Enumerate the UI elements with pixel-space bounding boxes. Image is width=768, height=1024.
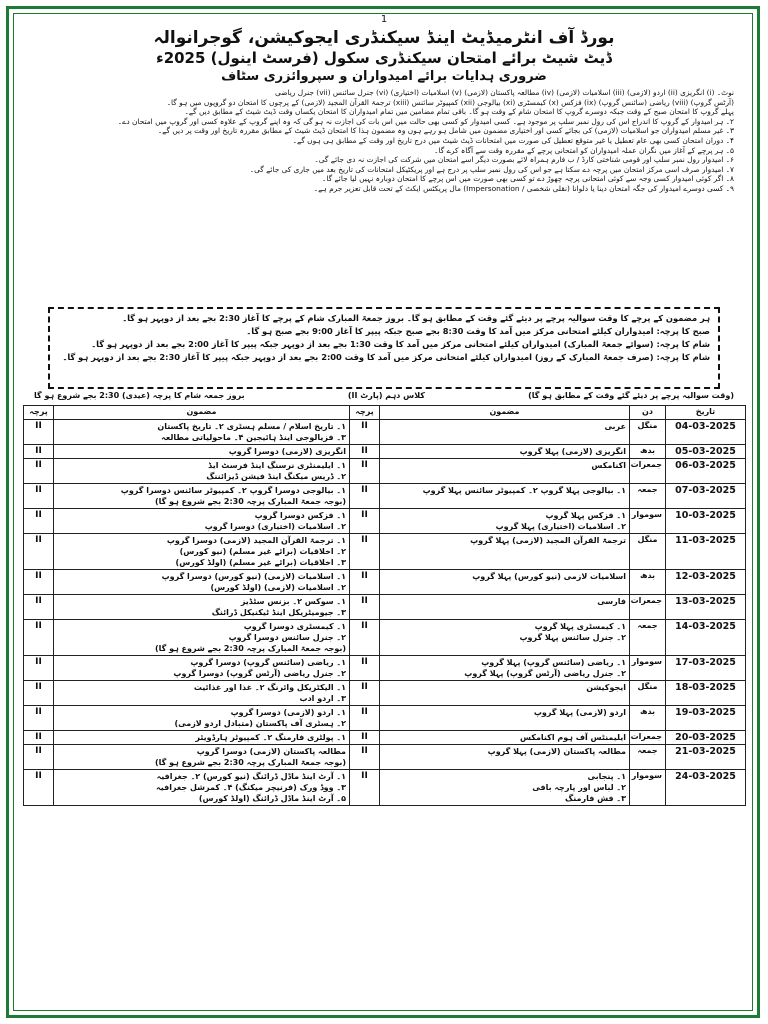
subject-line: ۱۔ کیمسٹری دوسرا گروپ — [243, 622, 346, 631]
table-row — [24, 595, 746, 620]
subject-line: ۱۔ ترجمۃ القرآن المجید (لازمی) دوسرا گروپ — [166, 536, 346, 545]
subject-line: ۵۔ آرٹ اینڈ ماڈل ڈرائنگ (اولڈ کورس) — [198, 794, 346, 803]
note-line: ۴۔ دوران امتحان کسی بھی عام تعطیل یا غیر متوقع تعطیل کی صورت میں امتحانات ڈیٹ شیٹ میں درج تاریخ اور وقت کے مطابق ہی ہوں گے۔ — [292, 135, 734, 145]
timing-box — [48, 307, 720, 389]
evening-subject — [54, 745, 350, 770]
subject-line: ۱۔ الیکٹریکل وائرنگ ۲۔ غذا اور غذائیت — [193, 683, 346, 692]
subject-line: ۳۔ جیومیٹریکل اینڈ ٹیکنیکل ڈرائنگ — [211, 608, 346, 617]
exam-date: 04-03-2025 — [666, 420, 746, 445]
subject-line: ۲۔ لباس اور پارچہ بافی — [532, 783, 626, 792]
morning-subject — [380, 745, 630, 770]
subject-line: ۱۔ اردو (لازمی) دوسرا گروپ — [230, 708, 346, 717]
subject-line: عربی — [604, 422, 626, 431]
timing-line: شام کا پرچہ: (صرف جمعۃ المبارک کے روز) امیدواران کیلئے امتحانی مرکز میں آمد کا وقت 2:00 بجے بعد از دوپہر جبکہ پیپر کا آغاز 2:30 بجے بعد از دوپہر ہو گا۔ — [62, 352, 710, 362]
evening-paper: II — [24, 770, 54, 806]
exam-date: 12-03-2025 — [666, 570, 746, 595]
morning-paper: II — [350, 509, 380, 534]
evening-subject — [54, 509, 350, 534]
note-line: ۳۔ غیر مسلم امیدواران جو اسلامیات (لازمی) کی بجائے کسی اور اختیاری مضمون میں شامل ہو رہے ہوں وہ مضمون ہذا کا امتحان ڈیٹ شیٹ کے مطابق مقررہ تاریخ اور وقت پر دیں گے۔ — [157, 126, 734, 136]
table-row — [24, 620, 746, 656]
page-number: 1 — [380, 14, 388, 25]
evening-paper: II — [24, 620, 54, 656]
header-evening-subject: مضمون — [54, 406, 350, 420]
instructions-heading: ضروری ہدایات برائے امیدواران و سپروائزری سٹاف — [221, 69, 547, 84]
morning-subject — [380, 681, 630, 706]
evening-paper: II — [24, 745, 54, 770]
subject-line: ۱۔ ایلیمنٹری نرسنگ اینڈ فرسٹ ایڈ — [208, 461, 346, 470]
morning-subject — [380, 706, 630, 731]
exam-day: منگل — [630, 681, 666, 706]
evening-subject — [54, 706, 350, 731]
subject-line: ۱۔ ریاضی (سائنس گروپ) پہلا گروپ — [481, 658, 626, 667]
evening-paper: II — [24, 570, 54, 595]
exam-date: 18-03-2025 — [666, 681, 746, 706]
morning-paper: II — [350, 706, 380, 731]
morning-paper: II — [350, 445, 380, 459]
evening-subject — [54, 459, 350, 484]
subheader-time-note: (وقت سوالیہ پرچے پر دیئے گئے وقت کے مطابق ہو گا) — [528, 391, 734, 400]
subject-line: ۲۔ جنرل ریاضی (آرٹس گروپ) دوسرا گروپ — [173, 669, 346, 678]
exam-day: سوموار — [630, 770, 666, 806]
table-row — [24, 706, 746, 731]
evening-paper: II — [24, 681, 54, 706]
evening-subject — [54, 445, 350, 459]
evening-subject — [54, 420, 350, 445]
morning-paper: II — [350, 681, 380, 706]
morning-paper: II — [350, 620, 380, 656]
note-line: (آرٹس گروپ) (viii) ریاضی (سائنس گروپ) (ix) فزکس (x) کیمسٹری (xi) بیالوجی (xii) کمپیوٹر سائنس (xiii) ترجمۃ القرآن المجید (لازمی) کے پرچوں کا امتحان دو گروپوں میں ہو گا۔ — [166, 97, 734, 107]
subject-line: ۱۔ ریاضی (سائنس گروپ) دوسرا گروپ — [190, 658, 346, 667]
table-row — [24, 656, 746, 681]
subject-line: ۱۔ پنجابی — [587, 772, 626, 781]
note-line: ۲۔ ہر امیدوار کے گروپ کا اندراج اس کی رول نمبر سلپ پر موجود ہے۔ کسی امیدوار کو کسی بھی حالت میں اس بات کی اجازت نہ ہو گی کہ وہ اپنے گروپ کے علاوہ کسی اور گروپ میں امتحان دے۔ — [117, 116, 734, 126]
subject-line: اکنامکس — [591, 461, 626, 470]
evening-paper: II — [24, 420, 54, 445]
exam-day: سوموار — [630, 656, 666, 681]
morning-paper: II — [350, 745, 380, 770]
evening-paper: II — [24, 731, 54, 745]
subject-line: (بوجہ جمعۃ المبارک پرچہ 2:30 بجے شروع ہو گا) — [154, 758, 346, 767]
morning-subject — [380, 459, 630, 484]
morning-paper: II — [350, 731, 380, 745]
exam-date: 19-03-2025 — [666, 706, 746, 731]
table-row — [24, 745, 746, 770]
exam-day: بدھ — [630, 706, 666, 731]
table-header-row — [24, 406, 746, 420]
evening-paper: II — [24, 459, 54, 484]
exam-day: بدھ — [630, 570, 666, 595]
subject-line: انگریزی (لازمی) پہلا گروپ — [519, 447, 626, 456]
header-evening-paper: پرچہ — [24, 406, 54, 420]
evening-paper: II — [24, 706, 54, 731]
evening-paper: II — [24, 656, 54, 681]
morning-paper: II — [350, 459, 380, 484]
subject-line: (بوجہ جمعۃ المبارک پرچہ 2:30 بجے شروع ہو گا) — [154, 497, 346, 506]
subject-line: ایلیمنٹس آف ہوم اکنامکس — [519, 733, 626, 742]
subject-line: ۱۔ سوکس ۲۔ بزنس سٹڈیز — [240, 597, 346, 606]
note-line: ۵۔ ہر پرچے کے آغاز میں نگران عملہ امیدواران کو امتحانی پرچے کے مقررہ وقت سے آگاہ کرے گا۔ — [434, 145, 734, 155]
evening-subject — [54, 534, 350, 570]
timing-line: صبح کا پرچہ: امیدواران کیلئے امتحانی مرکز میں آمد کا وقت 8:30 بجے صبح جبکہ پیپر کا آغاز 9:00 بجے صبح ہو گا۔ — [246, 326, 710, 336]
exam-day: بدھ — [630, 445, 666, 459]
evening-subject — [54, 484, 350, 509]
exam-date: 14-03-2025 — [666, 620, 746, 656]
exam-date: 20-03-2025 — [666, 731, 746, 745]
subject-line: اردو (لازمی) پہلا گروپ — [533, 708, 626, 717]
exam-date: 24-03-2025 — [666, 770, 746, 806]
subject-line: ۲۔ اسلامیات (اختیاری) پہلا گروپ — [495, 522, 626, 531]
morning-paper: II — [350, 656, 380, 681]
schedule-subheader — [14, 389, 754, 405]
morning-subject — [380, 534, 630, 570]
exam-day: جمعرات — [630, 731, 666, 745]
schedule-table — [23, 405, 746, 806]
date-sheet-title: ڈیٹ شیٹ برائے امتحان سیکنڈری سکول (فرسٹ اینول) 2025ء — [156, 49, 612, 67]
exam-date: 05-03-2025 — [666, 445, 746, 459]
note-line: نوٹ۔ (i) انگریزی (ii) اردو (لازمی) (iii) اسلامیات (لازمی) (iv) مطالعہ پاکستان (لازمی) (v) اسلامیات (اختیاری) (vi) جنرل سائنس (vii) جنرل ریاضی — [275, 88, 734, 97]
evening-paper: II — [24, 445, 54, 459]
subject-line: ۳۔ ووڈ ورک (فرنیچر میکنگ) ۴۔ کمرشل جغرافیہ — [156, 783, 346, 792]
morning-subject — [380, 620, 630, 656]
exam-day: سوموار — [630, 509, 666, 534]
note-line: ۹۔ کسی دوسرے امیدوار کی جگہ امتحان دینا یا دلوانا (نقلی شخصی / Impersonation) مال پریکٹس ایکٹ کے تحت قابل تعزیر جرم ہے۔ — [313, 183, 734, 193]
evening-subject — [54, 681, 350, 706]
table-row — [24, 445, 746, 459]
evening-paper: II — [24, 509, 54, 534]
subject-line: ۲۔ ہسٹری آف پاکستان (متبادل اردو لازمی) — [174, 719, 346, 728]
evening-subject — [54, 770, 350, 806]
subject-line: ایجوکیشن — [586, 683, 626, 692]
subject-line: ۲۔ جنرل سائنس دوسرا گروپ — [228, 633, 346, 642]
subject-line: ۳۔ اردو ادب — [299, 694, 346, 703]
exam-day: جمعہ — [630, 745, 666, 770]
exam-day: منگل — [630, 420, 666, 445]
subject-line: ۳۔ اخلاقیات (برائے غیر مسلم) (اولڈ کورس) — [175, 558, 346, 567]
subject-line: ۱۔ اسلامیات (لازمی) (نیو کورس) دوسرا گروپ — [161, 572, 346, 581]
subject-line: ۲۔ جنرل ریاضی (آرٹس گروپ) پہلا گروپ — [464, 669, 626, 678]
morning-subject — [380, 731, 630, 745]
morning-subject — [380, 420, 630, 445]
evening-subject — [54, 620, 350, 656]
morning-paper: II — [350, 570, 380, 595]
subject-line: ۱۔ آرٹ اینڈ ماڈل ڈرائنگ (نیو کورس) ۲۔ جغرافیہ — [156, 772, 346, 781]
morning-subject — [380, 445, 630, 459]
note-line: ۶۔ امیدوار رول نمبر سلپ اور قومی شناختی کارڈ / ب فارم ہمراہ لائے بصورت دیگر اسے امتحان میں شرکت کی اجازت نہ دی جائے گی۔ — [314, 155, 734, 165]
board-title: بورڈ آف انٹرمیڈیٹ اینڈ سیکنڈری ایجوکیشن، گوجرانوالہ — [153, 28, 615, 48]
header-morning-paper: پرچہ — [350, 406, 380, 420]
header-morning-subject: مضمون — [380, 406, 630, 420]
morning-paper: II — [350, 484, 380, 509]
exam-date: 11-03-2025 — [666, 534, 746, 570]
table-row — [24, 420, 746, 445]
evening-subject — [54, 731, 350, 745]
exam-day: جمعرات — [630, 459, 666, 484]
subject-line: ۲۔ جنرل سائنس پہلا گروپ — [519, 633, 626, 642]
exam-day: جمعہ — [630, 484, 666, 509]
table-row — [24, 731, 746, 745]
exam-day: جمعرات — [630, 595, 666, 620]
morning-paper: II — [350, 595, 380, 620]
note-line: ۷۔ امیدوار صرف اسی مرکز امتحان میں پرچہ دے سکتا ہے جو اس کی رول نمبر سلپ پر درج ہے اور پریکٹیکل امتحانات کی تاریخ بعد میں جاری کی جائے گی۔ — [249, 164, 734, 174]
subject-line: ۱۔ بیالوجی پہلا گروپ ۲۔ کمپیوٹر سائنس پہلا گروپ — [422, 486, 626, 495]
document — [14, 14, 754, 1010]
subject-line: ۲۔ اخلاقیات (برائے غیر مسلم) (نیو کورس) — [179, 547, 346, 556]
header-day: دن — [630, 406, 666, 420]
subheader-class: کلاس دہم (پارٹ II) — [347, 391, 425, 400]
evening-paper: II — [24, 484, 54, 509]
header-date: تاریخ — [666, 406, 746, 420]
subject-line: (بوجہ جمعۃ المبارک پرچہ 2:30 بجے شروع ہو گا) — [154, 644, 346, 653]
subject-line: ۳۔ فزیالوجی اینڈ ہائیجین ۴۔ ماحولیاتی مطالعہ — [161, 433, 346, 442]
subject-line: ۲۔ اسلامیات (اختیاری) دوسرا گروپ — [204, 522, 346, 531]
morning-paper: II — [350, 420, 380, 445]
evening-subject — [54, 570, 350, 595]
exam-date: 06-03-2025 — [666, 459, 746, 484]
exam-date: 13-03-2025 — [666, 595, 746, 620]
subject-line: ۱۔ بیالوجی دوسرا گروپ ۲۔ کمپیوٹر سائنس دوسرا گروپ — [120, 486, 346, 495]
exam-date: 07-03-2025 — [666, 484, 746, 509]
morning-paper: II — [350, 770, 380, 806]
subject-line: ۱۔ کیمسٹری پہلا گروپ — [534, 622, 626, 631]
exam-date: 21-03-2025 — [666, 745, 746, 770]
exam-day: منگل — [630, 534, 666, 570]
subject-line: مطالعہ پاکستان (لازمی) پہلا گروپ — [487, 747, 626, 756]
subject-line: ۲۔ اسلامیات (لازمی) (اولڈ کورس) — [210, 583, 346, 592]
evening-subject — [54, 656, 350, 681]
subject-line: ۲۔ ڈریس میکنگ اینڈ فیشن ڈیزائننگ — [206, 472, 346, 481]
morning-paper: II — [350, 534, 380, 570]
evening-paper: II — [24, 534, 54, 570]
subject-line: ترجمۃ القرآن المجید (لازمی) پہلا گروپ — [470, 536, 626, 545]
exam-date: 10-03-2025 — [666, 509, 746, 534]
morning-subject — [380, 484, 630, 509]
subject-line: ۱۔ فزکس پہلا گروپ — [545, 511, 626, 520]
note-line: پہلے گروپ کا امتحان صبح کے وقت جبکہ دوسرے گروپ کا امتحان شام کے وقت ہو گا۔ باقی تمام مضامین میں تمام امیدواران کا امتحان یکساں وقت ڈیٹ شیٹ کے مطابق دیں گے۔ — [184, 107, 734, 117]
subject-line: فارسی — [597, 597, 626, 606]
subject-line: ۱۔ پولٹری فارمنگ ۲۔ کمپیوٹر ہارڈویئر — [195, 733, 346, 742]
table-row — [24, 770, 746, 806]
subject-line: اسلامیات لازمی (نیو کورس) پہلا گروپ — [472, 572, 626, 581]
morning-subject — [380, 770, 630, 806]
subheader-friday-note: بروز جمعہ شام کا پرچہ (عیدی) 2:30 بجے شروع ہو گا — [34, 391, 245, 400]
table-row — [24, 484, 746, 509]
subject-line: مطالعہ پاکستان (لازمی) دوسرا گروپ — [196, 747, 346, 756]
table-row — [24, 570, 746, 595]
subject-line: ۱۔ تاریخ اسلام / مسلم ہسٹری ۲۔ تاریخ پاکستان — [157, 422, 346, 431]
subject-line: انگریزی (لازمی) دوسرا گروپ — [228, 447, 346, 456]
table-row — [24, 459, 746, 484]
table-row — [24, 534, 746, 570]
exam-date: 17-03-2025 — [666, 656, 746, 681]
evening-subject — [54, 595, 350, 620]
evening-paper: II — [24, 595, 54, 620]
table-row — [24, 681, 746, 706]
subject-line: ۳۔ فش فارمنگ — [565, 794, 626, 803]
timing-line: شام کا پرچہ: (سوائے جمعۃ المبارک) امیدواران کیلئے امتحانی مرکز میں آمد کا وقت 1:30 بجے بعد از دوپہر جبکہ پیپر کا آغاز 2:00 بجے بعد از دوپہر ہو گا۔ — [91, 339, 710, 349]
timing-line: ہر مضمون کے پرچے کا وقت سوالیہ پرچے پر دیئے گئے وقت کے مطابق ہو گا۔ بروز جمعۃ المبارک شام کے پرچے کا آغاز 2:30 بجے بعد از دوپہر ہو گا۔ — [122, 313, 710, 323]
morning-subject — [380, 595, 630, 620]
note-line: ۸۔ اگر کوئی امیدوار کسی وجہ سے کوئی امتحانی پرچہ چھوڑ دے تو کسی بھی صورت میں اس پرچے کا امتحان دوبارہ نہیں لیا جائے گا۔ — [321, 174, 734, 184]
morning-subject — [380, 570, 630, 595]
morning-subject — [380, 509, 630, 534]
morning-subject — [380, 656, 630, 681]
exam-day: جمعہ — [630, 620, 666, 656]
subject-line: ۱۔ فزکس دوسرا گروپ — [254, 511, 346, 520]
table-row — [24, 509, 746, 534]
instructions-notes — [14, 85, 754, 304]
